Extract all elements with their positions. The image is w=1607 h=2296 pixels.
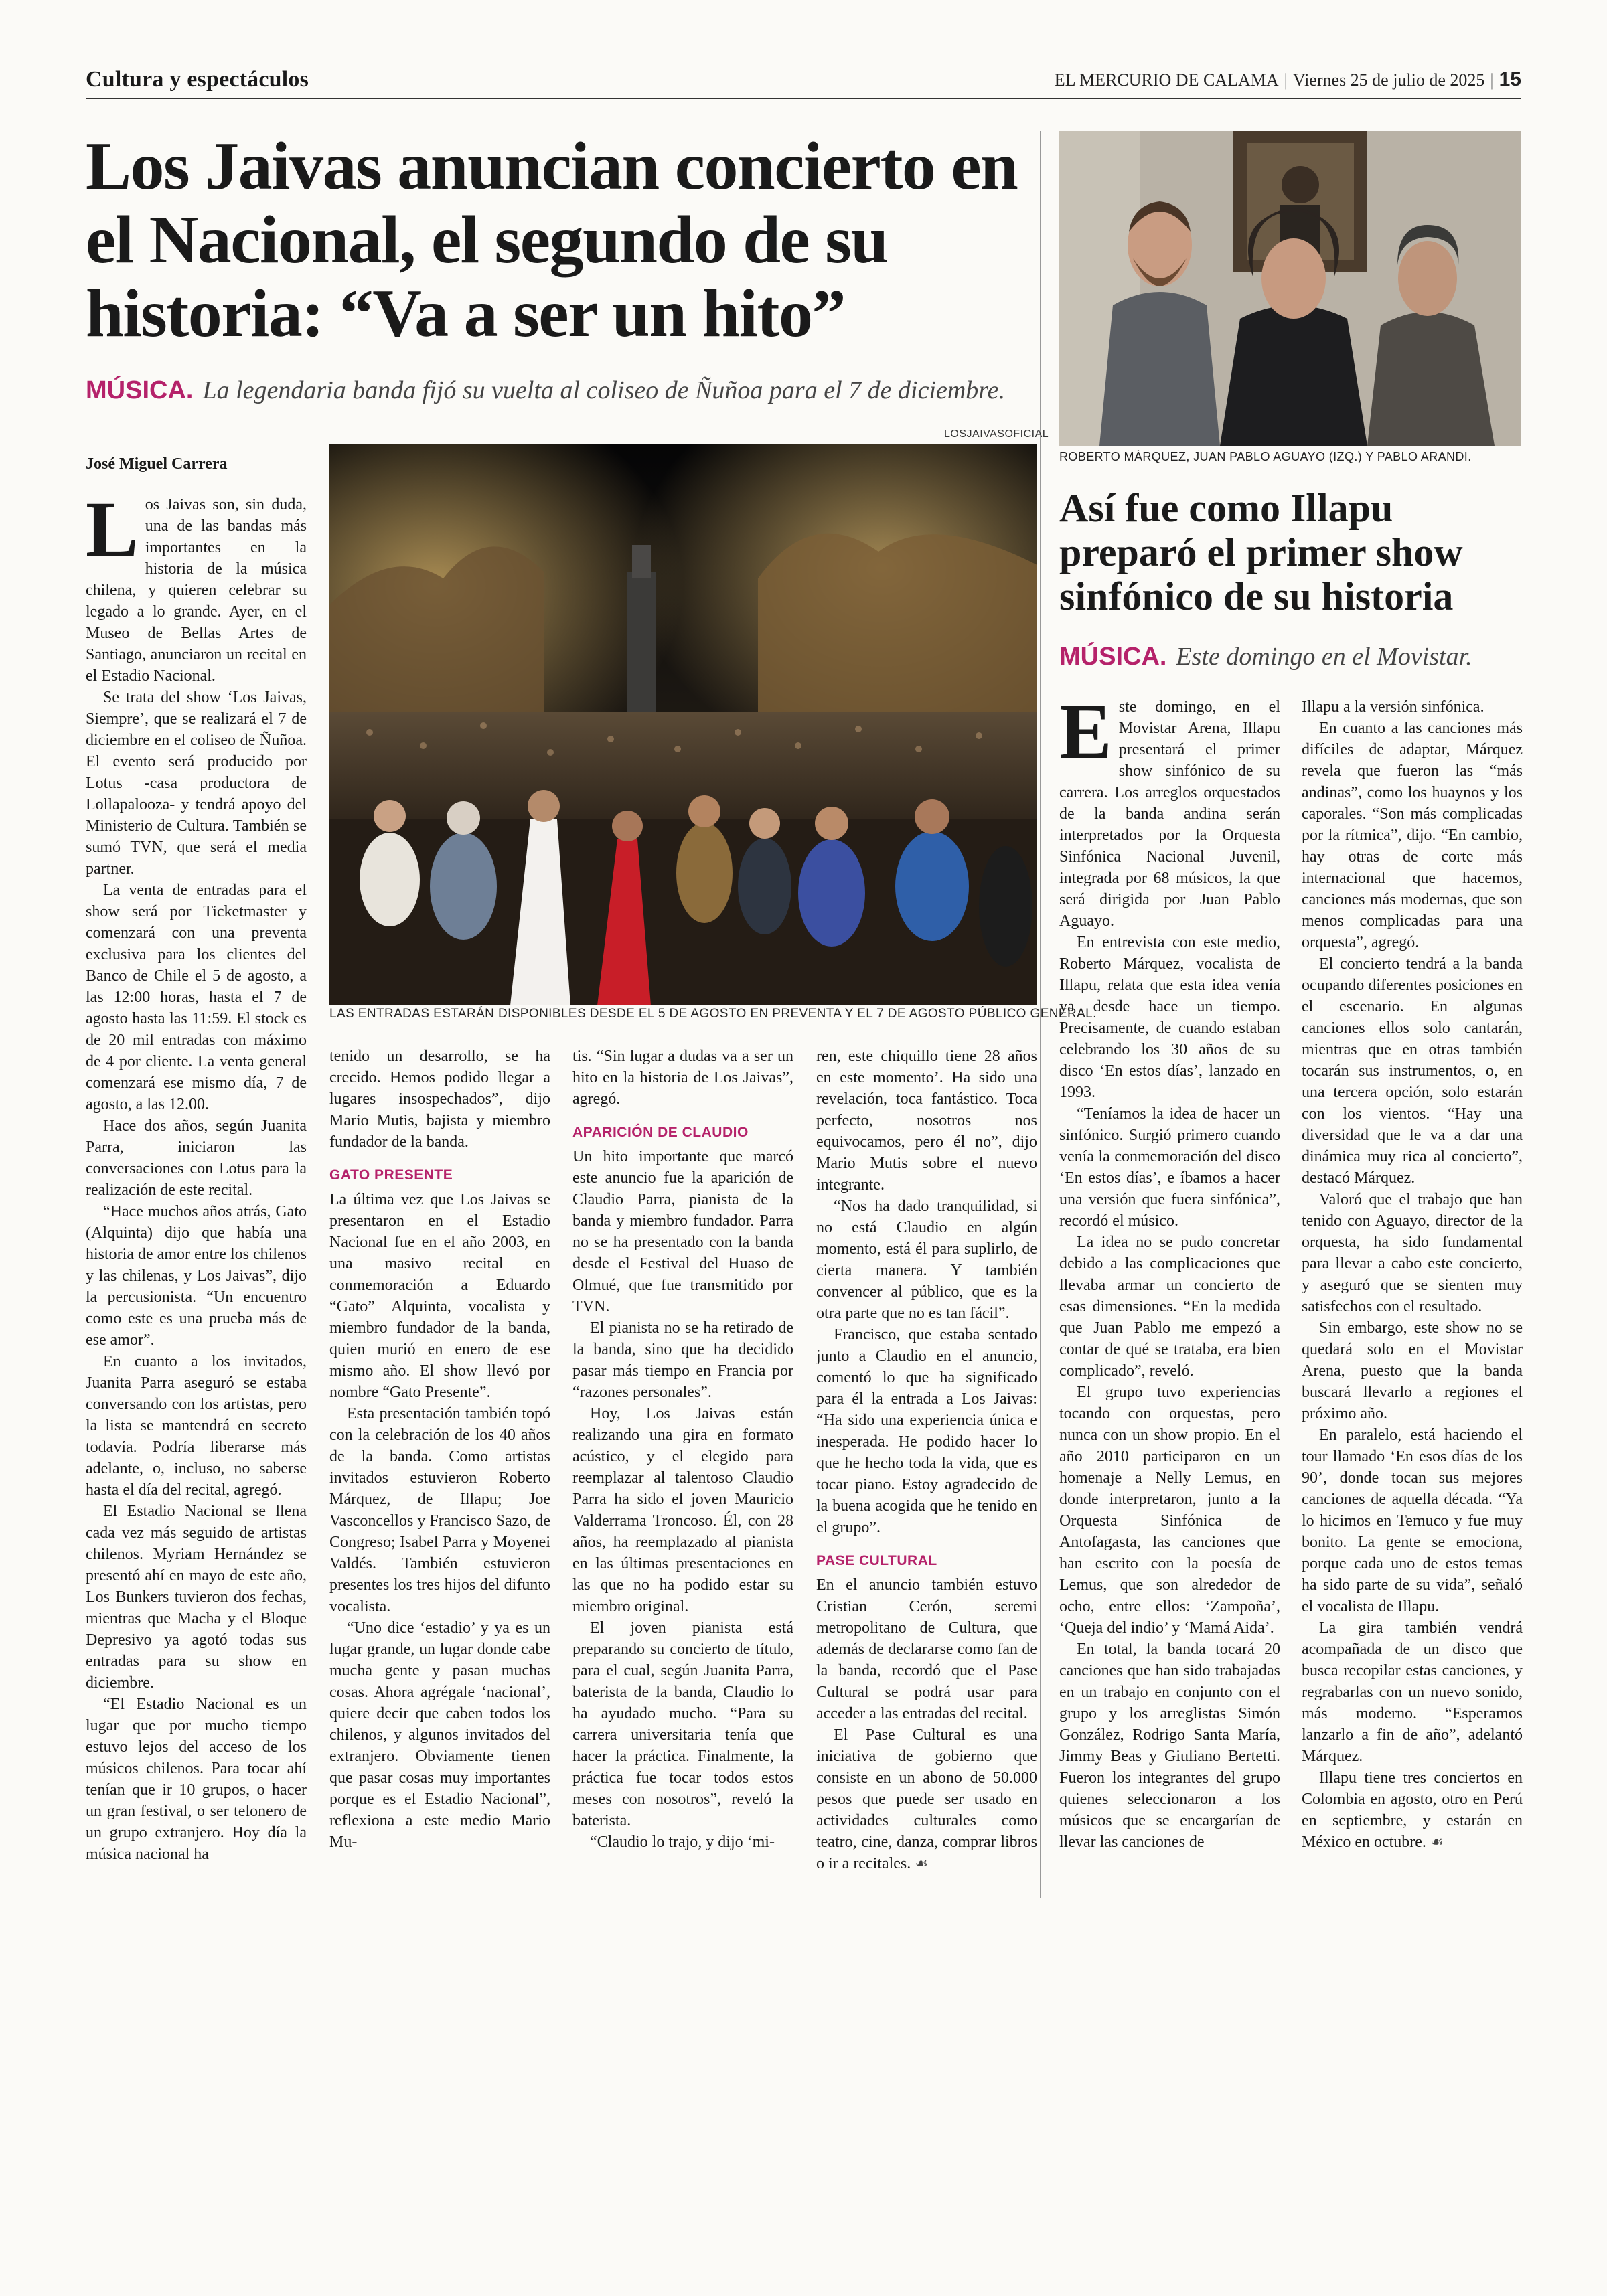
paragraph: Francisco, que estaba sentado junto a Claudio en el anuncio, comentó lo que ha significado para él la entrada a Los Jaivas: “Ha sido una experiencia única e inesperada. He podido hacer lo que he hecho toda la vida, que es tocar piano. Estoy agradecido de la buena acogida que he tenido en el grupo”. bbox=[816, 1326, 1037, 1536]
paragraph: Esta presentación también topó con la celebración de los 40 años de la banda. Como artistas invitados estuvieron Roberto Márquez, de Illapu; Joe Vasconcellos y Francisco Sazo, de Congreso; Isabel Parra y Moyenei Valdés. También estuvieron presentes los tres hijos del difunto vocalista. bbox=[329, 1405, 550, 1615]
paragraph: En entrevista con este medio, Roberto Márquez, vocalista de Illapu, relata que esta idea venía ya desde hace un tiempo. Precisamente, de cuando estaban celebrando los 30 años de su disco ‘En estos días’, lanzado en 1993. bbox=[1059, 934, 1280, 1101]
paragraph: ren, este chiquillo tiene 28 años en este momento’. Ha sido una revelación, toca fantástico. Toca perfecto, nosotros nos equivocamos, pero él no”, dijo Mario Mutis sobre el nuevo integrante. bbox=[816, 1048, 1037, 1194]
side-headline: Así fue como Illapu preparó el primer show sinfónico de su historia bbox=[1059, 486, 1463, 619]
main-deck bbox=[86, 375, 1037, 406]
paragraph: tenido un desarrollo, se ha crecido. Hemos podido llegar a lugares insospechados”, dijo Mario Mutis, bajista y miembro fundador de la banda. bbox=[329, 1048, 550, 1151]
paragraph: Un hito importante que marcó este anuncio fue la aparición de Claudio Parra, pianista de la banda y miembro fundador. Parra no se ha presentado con la banda desde el Festival del Huaso de Olmué, que fue transmitido por TVN. bbox=[572, 1148, 793, 1315]
paragraph: El concierto tendrá a la banda ocupando diferentes posiciones en el escenario. En algunas canciones ellos solo cantarán, mientras que en otras también tocarán sus instrumentos, o, en una tercera opción, solo estarán con los vientos. “Hay una diversidad que le va a dar una dinámica muy rica al concierto”, destacó Márquez. bbox=[1302, 955, 1523, 1187]
end-mark-icon: ☙ bbox=[915, 1856, 928, 1872]
header-rule bbox=[86, 98, 1521, 99]
paragraph: “Uno dice ‘estadio’ y ya es un lugar grande, un lugar donde cabe mucha gente y pasan muchas cosas. Ahora agrégale ‘nacional’, quiere decir que caben todos los chilenos, y algunos invitados del extranjero. Obviamente tienen que pasar cosas muy importantes porque es el Estadio Nacional”, reflexiona a este medio Mario Mu- bbox=[329, 1619, 550, 1851]
paragraph: Se trata del show ‘Los Jaivas, Siempre’, que se realizará el 7 de diciembre en el coliseo de Ñuñoa. El evento será producido por Lotus -casa productora de Lollapalooza- y tendrá apoyo del Ministerio de Cultura. También se sumó TVN, que será el media partner. bbox=[86, 689, 307, 878]
paragraph: Illapu a la versión sinfónica. bbox=[1302, 698, 1484, 716]
end-mark-icon: ☙ bbox=[1430, 1834, 1444, 1851]
concert-photo-image bbox=[329, 444, 1037, 1005]
paragraph: “Teníamos la idea de hacer un sinfónico. Surgió primero cuando venía la conmemoración del disco ‘En estos días’, e íbamos a hacer una versión que fuera sinfónica”, recordó el músico. bbox=[1059, 1105, 1280, 1230]
main-headline: Los Jaivas anuncian concierto en el Nacional, el segundo de su historia: “Va a ser un hito” bbox=[86, 129, 1018, 351]
main-column-4 bbox=[816, 1046, 1037, 1875]
paragraph: La última vez que Los Jaivas se presentaron en el Estadio Nacional fue en el año 2003, en una masivo recital en conmemoración a Eduardo “Gato” Alquinta, vocalista y miembro fundador de la banda, quien murió en enero de ese mismo año. El show llevó por nombre “Gato Presente”. bbox=[329, 1191, 550, 1401]
main-column-1 bbox=[86, 485, 307, 1865]
paragraph: tis. “Sin lugar a dudas va a ser un hito en la historia de Los Jaivas”, agregó. bbox=[572, 1048, 793, 1108]
paragraph: En paralelo, está haciendo el tour llamado ‘En esos días de los 90’, donde tocan sus mejores canciones de aquella década. “Ya lo hicimos en Temuco y fue muy bonito. La gente se emociona, porque cada uno de estos temas ha sido parte de su vida”, señaló el vocalista de Illapu. bbox=[1302, 1426, 1523, 1615]
paragraph: La gira también vendrá acompañada de un disco que busca recopilar estas canciones, y regrabarlas con un nuevo sonido, más moderno. “Esperamos lanzarlo a fin de año”, adelantó Márquez. bbox=[1302, 1619, 1523, 1765]
paragraph: En cuanto a las canciones más difíciles de adaptar, Márquez revela que fueron las “más andinas”, como los huaynos y los caporales. “Son más complicadas por la rítmica”, dijo. “En cambio, hay otras de corte más internacional que hacemos, canciones más modernas, que son menos complicadas para una orquesta”, agregó. bbox=[1302, 720, 1523, 951]
subhead-gato-presente: GATO PRESENTE bbox=[329, 1167, 453, 1183]
paragraph: Hoy, Los Jaivas están realizando una gira en formato acústico, y el elegido para reemplazar al talentoso Claudio Parra ha sido el joven Mauricio Valderrama Troncoso. Él, con 28 años, ha reemplazado al pianista en las últimas presentaciones en las que no ha podido estar su miembro original. bbox=[572, 1405, 793, 1615]
paragraph: El pianista no se ha retirado de la banda, sino que ha decidido pasar más tiempo en Francia por “razones personales”. bbox=[572, 1319, 793, 1401]
photo-credit: LOSJAIVASOFICIAL bbox=[944, 428, 1049, 440]
illapu-photo bbox=[1059, 131, 1521, 446]
illapu-photo-image bbox=[1059, 131, 1521, 446]
side-deck bbox=[1059, 641, 1472, 672]
paragraph: Illapu tiene tres conciertos en Colombia en agosto, otro en Perú en septiembre, y estarán en México en octubre. ☙ bbox=[1302, 1769, 1523, 1851]
byline: José Miguel Carrera bbox=[86, 455, 228, 473]
section-name: Cultura y espectáculos bbox=[86, 67, 309, 92]
paragraph: La idea no se pudo concretar debido a las complicaciones que llevaba armar un concierto de esas dimensiones. “En la medida que Juan Pablo me empezó a contar de qué se trataba, era bien complicado”, reveló. bbox=[1059, 1234, 1280, 1380]
main-column-3 bbox=[572, 1046, 793, 1853]
paper-name: EL MERCURIO DE CALAMA bbox=[1054, 70, 1279, 90]
paragraph: “Hace muchos años atrás, Gato (Alquinta) dijo que había una historia de amor entre los chilenos y las chilenas, y Los Jaivas”, dijo la percusionista. “Un encuentro como este es una prueba más de ese amor”. bbox=[86, 1203, 307, 1349]
paragraph: El Pase Cultural es una iniciativa de gobierno que consiste en un abono de 50.000 pesos que puede ser usado en actividades culturales como teatro, cine, danza, comprar libros o ir a recitales. ☙ bbox=[816, 1726, 1037, 1872]
paragraph: Valoró que el trabajo que han tenido con Aguayo, director de la orquesta, ha sido fundamental para llevar a cabo este concierto, y aseguró que se sienten muy satisfechos con el resultado. bbox=[1302, 1191, 1523, 1315]
subhead-aparicion-claudio: APARICIÓN DE CLAUDIO bbox=[572, 1125, 749, 1140]
paragraph: Este domingo, en el Movistar Arena, Illapu presentará el primer show sinfónico de su carrera. Los arreglos orquestados de la banda andina serán interpretados por la Orquesta Sinfónica Nacional Juvenil, integrada por 68 músicos, la que será dirigida por Juan Pablo Aguayo. bbox=[1059, 687, 1280, 930]
paragraph: En cuanto a los invitados, Juanita Parra aseguró se estaba conversando con los artistas, pero la lista se mantendrá en secreto todavía. Podría liberarse más adelante, o, incluso, no saberse hasta el día del recital, agregó. bbox=[86, 1353, 307, 1499]
side-kicker: MÚSICA. bbox=[1059, 643, 1167, 671]
paragraph: En el anuncio también estuvo Cristian Cerón, seremi metropolitano de Cultura, que además de declararse como fan de la banda, recordó que el Pase Cultural se podrá usar para acceder a las entradas del recital. bbox=[816, 1576, 1037, 1722]
paragraph: El grupo tuvo experiencias tocando con orquestas, pero nunca con un show propio. En el año 2010 participaron en un homenaje a Nelly Lemus, en donde interpretaron, junto a la Orquesta Sinfónica de Antofagasta, las canciones que han escrito con la poesía de Lemus, que son alrededor de ocho, entre ellos: ‘Zampoña’, ‘Queja del indio’ y ‘Mamá Aida’. bbox=[1059, 1384, 1280, 1637]
photo-caption: LAS ENTRADAS ESTARÁN DISPONIBLES DESDE EL 5 DE AGOSTO EN PREVENTA Y EL 7 DE AGOSTO PÚBLICO GENERAL. bbox=[329, 1007, 1097, 1021]
paragraph: Los Jaivas son, sin duda, una de las bandas más importantes en la historia de la música chilena, y quieren celebrar su legado a lo grande. Ayer, en el Museo de Bellas Artes de Santiago, anunciaron un recital en el Estadio Nacional. bbox=[86, 485, 307, 685]
paragraph: La venta de entradas para el show será por Ticketmaster y comenzará con una preventa exclusiva para los clientes del Banco de Chile el 5 de agosto, a las 12:00 horas, hasta el 7 de agosto hasta las 11:59. El stock es de 20 mil entradas con máximo de 4 por cliente. La venta general comenzará ese mismo día, 7 de agosto, a las 12.00. bbox=[86, 882, 307, 1113]
drop-cap: E bbox=[1059, 687, 1112, 775]
paragraph: “Nos ha dado tranquilidad, si no está Claudio en algún momento, está él para suplirlo, de cierta manera. Y también convencer al público, que es la otra parte que no es tan fácil”. bbox=[816, 1198, 1037, 1322]
paragraph: En total, la banda tocará 20 canciones que han sido trabajadas en un trabajo en conjunto con el grupo y los arreglistas Simón González, Rodrigo Santa María, Jimmy Beas y Giuliano Bertetti. Fueron los integrantes del grupo quienes seleccionaron a los músicos que se encargarían de llevar las canciones de bbox=[1059, 1641, 1280, 1851]
paragraph: “El Estadio Nacional es un lugar que por mucho tiempo estuvo lejos del acceso de los músicos chilenos. Para tocar ahí tenían que ir 10 grupos, o hacer un gran festival, o ser telonero de un grupo extranjero. Hoy día la música nacional ha bbox=[86, 1696, 307, 1863]
side-deck-text: Este domingo en el Movistar. bbox=[1176, 643, 1472, 671]
side-column-1 bbox=[1059, 687, 1280, 1853]
side-photo-caption: ROBERTO MÁRQUEZ, JUAN PABLO AGUAYO (IZQ.) Y PABLO ARANDI. bbox=[1059, 450, 1472, 463]
main-column-2 bbox=[329, 1046, 550, 1853]
paragraph: El Estadio Nacional se llena cada vez más seguido de artistas chilenos. Myriam Hernández se presentó ahí en mayo de este año, Los Bunkers tuvieron dos fechas, mientras que Macha y el Bloque Depresivo ya agotó todas sus entradas para su show en diciembre. bbox=[86, 1503, 307, 1692]
concert-photo bbox=[329, 444, 1037, 1005]
drop-cap: L bbox=[86, 485, 139, 573]
paragraph: “Claudio lo trajo, y dijo ‘mi- bbox=[590, 1833, 775, 1851]
paragraph: El joven pianista está preparando su concierto de título, para el cual, según Juanita Parra, baterista de la banda, Claudio lo ha ayudado mucho. “Para su carrera universitaria tenía que hacer la práctica. Finalmente, la práctica fue tocar todos estos meses con nosotros”, reveló la baterista. bbox=[572, 1619, 793, 1829]
main-kicker: MÚSICA. bbox=[86, 376, 194, 404]
side-column-2 bbox=[1302, 696, 1523, 1854]
main-deck-text: La legendaria banda fijó su vuelta al coliseo de Ñuñoa para el 7 de diciembre. bbox=[202, 376, 1006, 404]
issue-date: Viernes 25 de julio de 2025 bbox=[1292, 70, 1485, 90]
subhead-pase-cultural: PASE CULTURAL bbox=[816, 1553, 937, 1568]
paragraph: Hace dos años, según Juanita Parra, iniciaron las conversaciones con Lotus para la realización de este recital. bbox=[86, 1117, 307, 1199]
paragraph: Sin embargo, este show no se quedará solo en el Movistar Arena, puesto que la banda buscará llevarlo a regiones el próximo año. bbox=[1302, 1319, 1523, 1422]
masthead: EL MERCURIO DE CALAMA | Viernes 25 de julio de 2025 | 15 bbox=[1054, 68, 1521, 90]
page-number: 15 bbox=[1499, 68, 1521, 90]
